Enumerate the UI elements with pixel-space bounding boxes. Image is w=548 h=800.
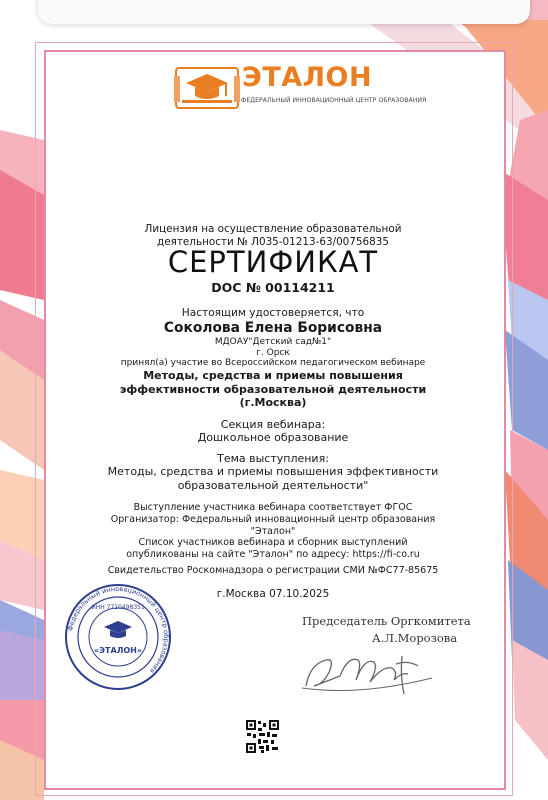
signature-icon bbox=[300, 636, 440, 698]
stamp-inn: ИНН 7710498351 bbox=[91, 604, 145, 611]
webinar-title-line-1: Методы, средства и приемы повышения bbox=[143, 369, 403, 382]
stamp-seal-icon bbox=[64, 583, 172, 691]
document-number: DOC № 00114211 bbox=[211, 280, 335, 295]
top-toolbar-panel bbox=[38, 0, 530, 24]
recipient-city: г. Орск bbox=[256, 348, 290, 358]
topic-line-2: образовательной деятельности" bbox=[177, 479, 369, 492]
certifies-text: Настоящим удостоверяется, что bbox=[181, 307, 365, 319]
stamp-ring-text: Федеральный инновационный центр образования bbox=[66, 584, 171, 675]
note-line-4: Список участников вебинара и сборник выступлений bbox=[138, 537, 408, 549]
logo-name: ЭТАЛОН bbox=[242, 62, 373, 93]
webinar-title bbox=[44, 369, 502, 410]
issue-date: г.Москва 07.10.2025 bbox=[216, 588, 330, 600]
section-label: Секция вебинара: bbox=[220, 418, 326, 431]
registration-text: Свидетельство Роскомнадзора о регистрации СМИ №ФС77-85675 bbox=[107, 565, 439, 576]
topic-label: Тема выступления: bbox=[217, 452, 329, 465]
note-line-5: опубликованы на сайте "Эталон" по адресу: https://fi-co.ru bbox=[126, 549, 420, 561]
signatory-position: Председатель Оргкомитета bbox=[302, 614, 471, 628]
license-line-2: деятельности № Л035-01213-63/00756835 bbox=[157, 235, 389, 248]
organizer-notes bbox=[44, 502, 502, 561]
note-line-1: Выступление участника вебинара соответствует ФГОС bbox=[133, 502, 413, 513]
stamp-center-text: «ЭТАЛОН» bbox=[94, 646, 142, 655]
recipient-name: Соколова Елена Борисовна bbox=[163, 320, 383, 336]
logo-subtitle: ФЕДЕРАЛЬНЫЙ ИННОВАЦИОННЫЙ ЦЕНТР ОБРАЗОВАНИЯ bbox=[241, 97, 427, 104]
topic-line-1: Методы, средства и приемы повышения эффективности bbox=[107, 465, 439, 478]
topic-value bbox=[44, 465, 502, 493]
note-line-2: Организатор: Федеральный инновационный центр образования bbox=[110, 513, 436, 525]
note-line-3: "Эталон" bbox=[250, 525, 296, 537]
certificate-title: СЕРТИФИКАТ bbox=[167, 245, 379, 279]
section-value: Дошкольное образование bbox=[197, 431, 349, 444]
webinar-title-line-3: (г.Москва) bbox=[239, 396, 307, 409]
license-line-1: Лицензия на осуществление образовательной bbox=[144, 223, 402, 235]
participation-text: принял(а) участие во Всероссийском педагогическом вебинаре bbox=[120, 358, 426, 368]
qr-code-icon bbox=[245, 719, 280, 754]
signatory-name: А.Л.Морозова bbox=[372, 631, 458, 645]
webinar-title-line-2: эффективности образовательной деятельности bbox=[119, 382, 427, 396]
recipient-organization: МДОАУ"Детский сад№1" bbox=[214, 337, 332, 347]
